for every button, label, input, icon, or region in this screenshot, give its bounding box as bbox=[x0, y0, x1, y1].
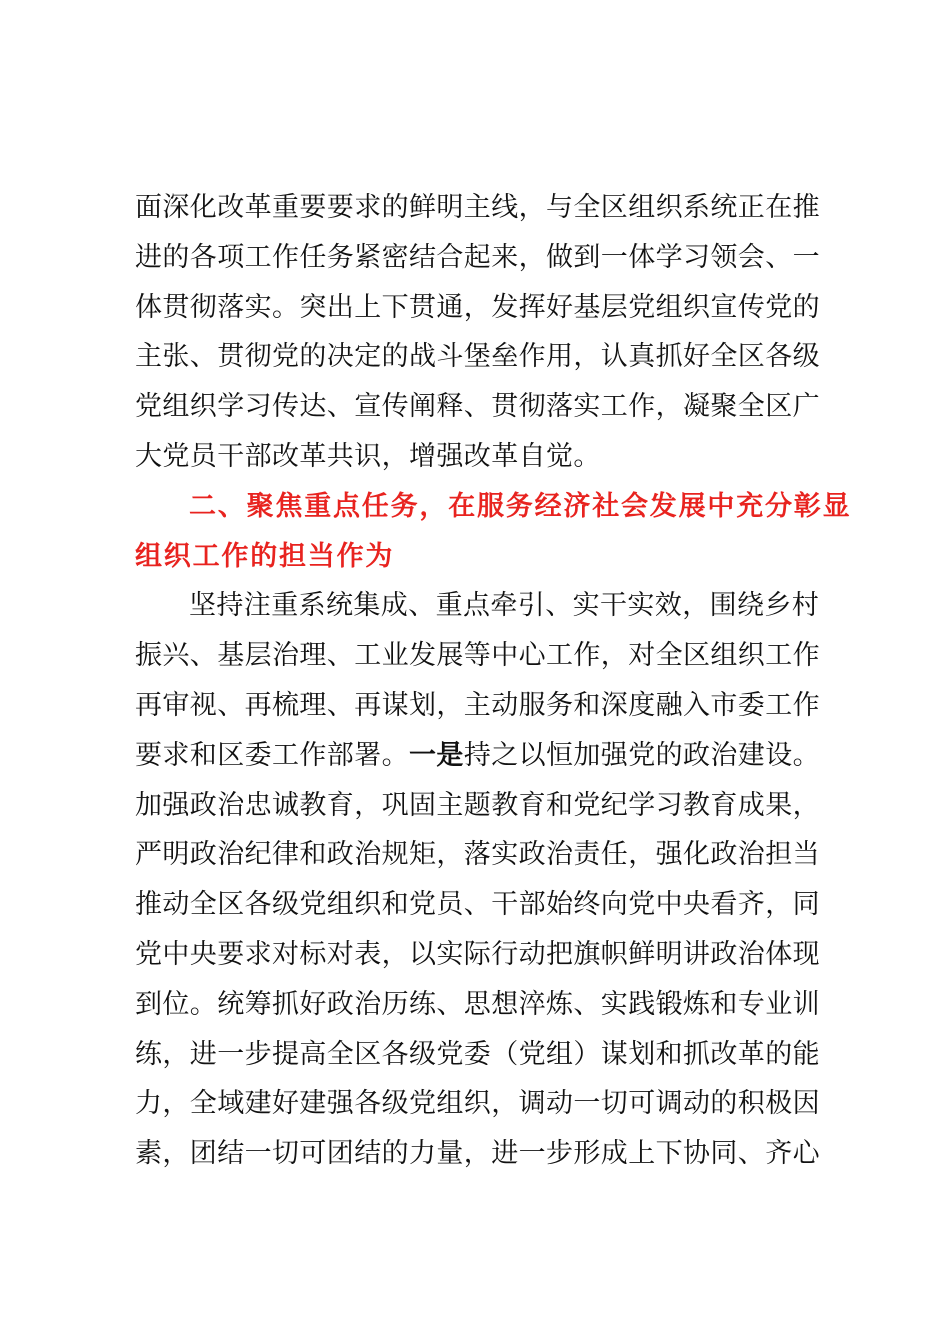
paragraph-line: 振兴、基层治理、工业发展等中心工作，对全区组织工作 bbox=[135, 640, 820, 672]
paragraph-line: 党中央要求对标对表，以实际行动把旗帜鲜明讲政治体现 bbox=[135, 938, 820, 970]
paragraph-line: 面深化改革重要要求的鲜明主线，与全区组织系统正在推 bbox=[135, 192, 820, 223]
section-heading-line-1: 二、聚焦重点任务，在服务经济社会发展中充分彰显 bbox=[189, 490, 852, 522]
line-prefix: 要求和区委工作部署。 bbox=[135, 739, 409, 771]
paragraph-line: 党组织学习传达、宣传阐释、贯彻落实工作，凝聚全区广 bbox=[135, 391, 820, 423]
paragraph-line bbox=[135, 731, 835, 781]
paragraph-line: 再审视、再梳理、再谋划，主动服务和深度融入市委工作 bbox=[135, 689, 820, 721]
paragraph-line: 推动全区各级党组织和党员、干部始终向党中央看齐，同 bbox=[135, 889, 820, 921]
section-heading-line-2: 组织工作的担当作为 bbox=[135, 540, 395, 572]
paragraph-line: 进的各项工作任务紧密结合起来，做到一体学习领会、一 bbox=[135, 241, 820, 273]
paragraph-line: 加强政治忠诚教育，巩固主题教育和党纪学习教育成果， bbox=[135, 789, 820, 821]
paragraph-line: 严明政治纪律和政治规矩，落实政治责任，强化政治担当 bbox=[135, 839, 820, 871]
paragraph-line: 素，团结一切可团结的力量，进一步形成上下协同、齐心 bbox=[135, 1138, 820, 1170]
paragraph-line: 坚持注重系统集成、重点牵引、实干实效，围绕乡村 bbox=[189, 590, 820, 622]
line-suffix: 持之以恒加强党的政治建设。 bbox=[463, 739, 821, 771]
paragraph-line: 大党员干部改革共识，增强改革自觉。 bbox=[135, 440, 601, 472]
bold-lead-text: 一是 bbox=[409, 739, 464, 771]
paragraph-line: 力，全域建好建强各级党组织，调动一切可调动的积极因 bbox=[135, 1088, 820, 1120]
paragraph-line: 到位。统筹抓好政治历练、思想淬炼、实践锻炼和专业训 bbox=[135, 988, 820, 1020]
paragraph-line: 主张、贯彻党的决定的战斗堡垒作用，认真抓好全区各级 bbox=[135, 341, 820, 373]
paragraph-line: 体贯彻落实。突出上下贯通，发挥好基层党组织宣传党的 bbox=[135, 291, 820, 323]
document-body bbox=[135, 183, 852, 1179]
paragraph-line: 练，进一步提高全区各级党委（党组）谋划和抓改革的能 bbox=[135, 1038, 820, 1070]
